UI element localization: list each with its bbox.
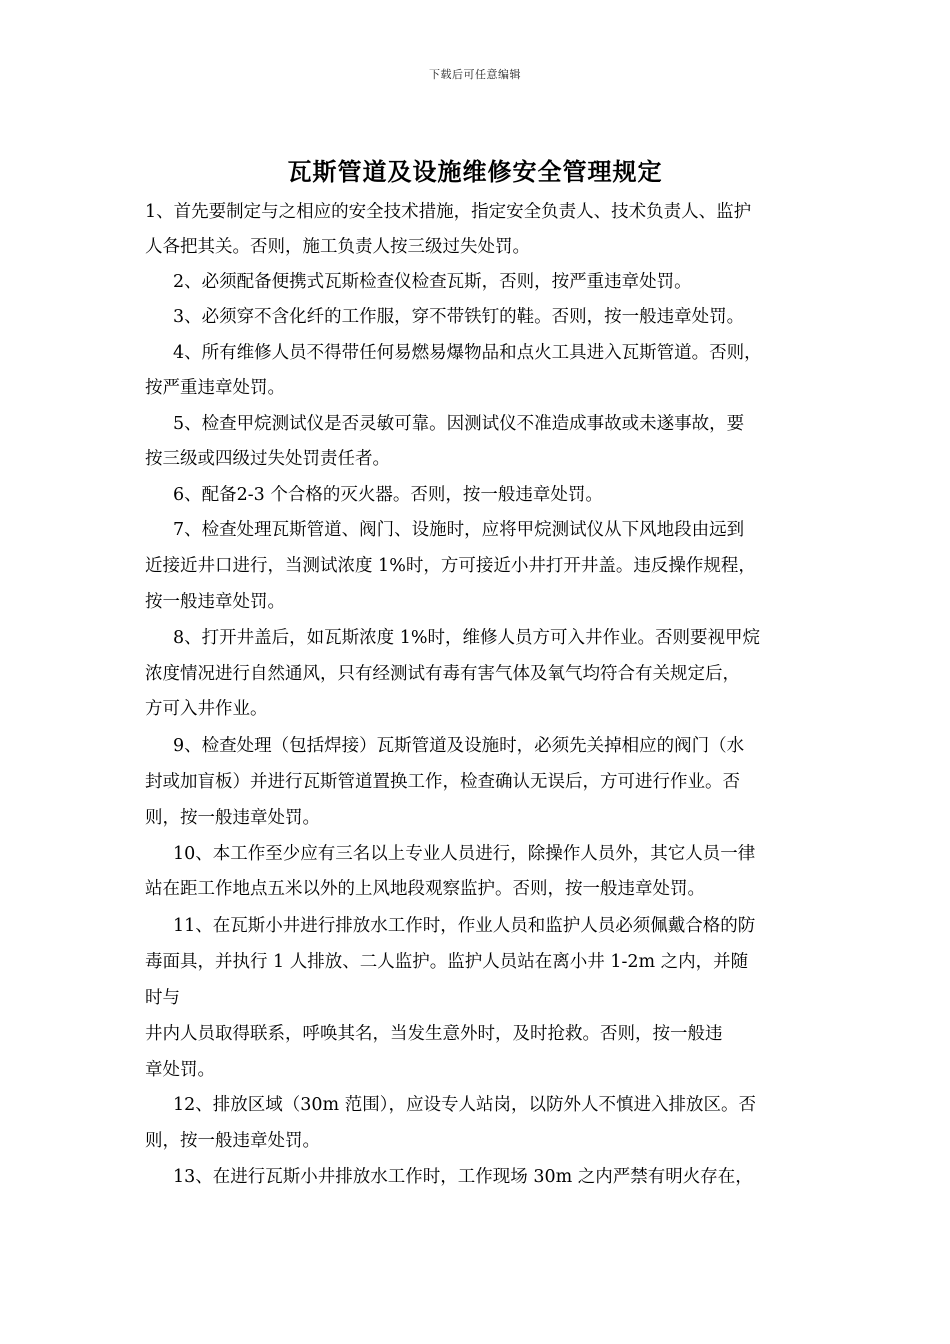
text-line: 8、打开井盖后，如瓦斯浓度 1%时，维修人员方可入井作业。否则要视甲烷 (173, 628, 760, 648)
text-line: 浓度情况进行自然通风，只有经测试有毒有害气体及氧气均符合有关规定后， (145, 664, 740, 684)
text-line: 4、所有维修人员不得带任何易燃易爆物品和点火工具进入瓦斯管道。否则， (173, 343, 762, 363)
text-line: 近接近井口进行，当测试浓度 1%时，方可接近小井打开井盖。违反操作规程， (145, 556, 756, 576)
text-line: 时与 (145, 988, 180, 1008)
text-line: 12、排放区域（30m 范围），应设专人站岗，以防外人不慎进入排放区。否 (173, 1095, 756, 1115)
text-line: 2、必须配备便携式瓦斯检查仪检查瓦斯，否则，按严重违章处罚。 (173, 272, 692, 292)
text-line: 11、在瓦斯小井进行排放水工作时，作业人员和监护人员必须佩戴合格的防 (173, 916, 756, 936)
text-line: 按一般违章处罚。 (145, 592, 285, 612)
text-line: 人各把其关。否则，施工负责人按三级过失处罚。 (145, 237, 530, 257)
text-line: 13、在进行瓦斯小井排放水工作时，工作现场 30m 之内严禁有明火存在， (173, 1167, 753, 1187)
text-line: 则，按一般违章处罚。 (145, 808, 320, 828)
text-line: 站在距工作地点五米以外的上风地段观察监护。否则，按一般违章处罚。 (145, 879, 705, 899)
text-line: 1、首先要制定与之相应的安全技术措施，指定安全负责人、技术负责人、监护 (145, 202, 752, 222)
text-line: 章处罚。 (145, 1060, 215, 1080)
text-line: 按严重违章处罚。 (145, 378, 285, 398)
text-line: 9、检查处理（包括焊接）瓦斯管道及设施时，必须先关掉相应的阀门（水 (173, 736, 745, 756)
text-line: 7、检查处理瓦斯管道、阀门、设施时，应将甲烷测试仪从下风地段由远到 (173, 520, 745, 540)
text-line: 按三级或四级过失处罚责任者。 (145, 449, 390, 469)
text-line: 3、必须穿不含化纤的工作服，穿不带铁钉的鞋。否则，按一般违章处罚。 (173, 307, 745, 327)
text-line: 则，按一般违章处罚。 (145, 1131, 320, 1151)
text-line: 10、本工作至少应有三名以上专业人员进行，除操作人员外，其它人员一律 (173, 844, 756, 864)
header-note: 下载后可任意编辑 (429, 68, 521, 81)
text-line: 毒面具，并执行 1 人排放、二人监护。监护人员站在离小井 1-2m 之内，并随 (145, 952, 749, 972)
text-line: 封或加盲板）并进行瓦斯管道置换工作，检查确认无误后，方可进行作业。否 (145, 772, 740, 792)
text-line: 方可入井作业。 (145, 699, 268, 719)
text-line: 井内人员取得联系，呼唤其名，当发生意外时，及时抢救。否则，按一般违 (145, 1024, 723, 1044)
document-title: 瓦斯管道及设施维修安全管理规定 (287, 157, 663, 186)
text-line: 6、配备2-3 个合格的灭火器。否则，按一般违章处罚。 (173, 485, 603, 505)
text-line: 5、检查甲烷测试仪是否灵敏可靠。因测试仪不准造成事故或未遂事故，要 (173, 414, 745, 434)
